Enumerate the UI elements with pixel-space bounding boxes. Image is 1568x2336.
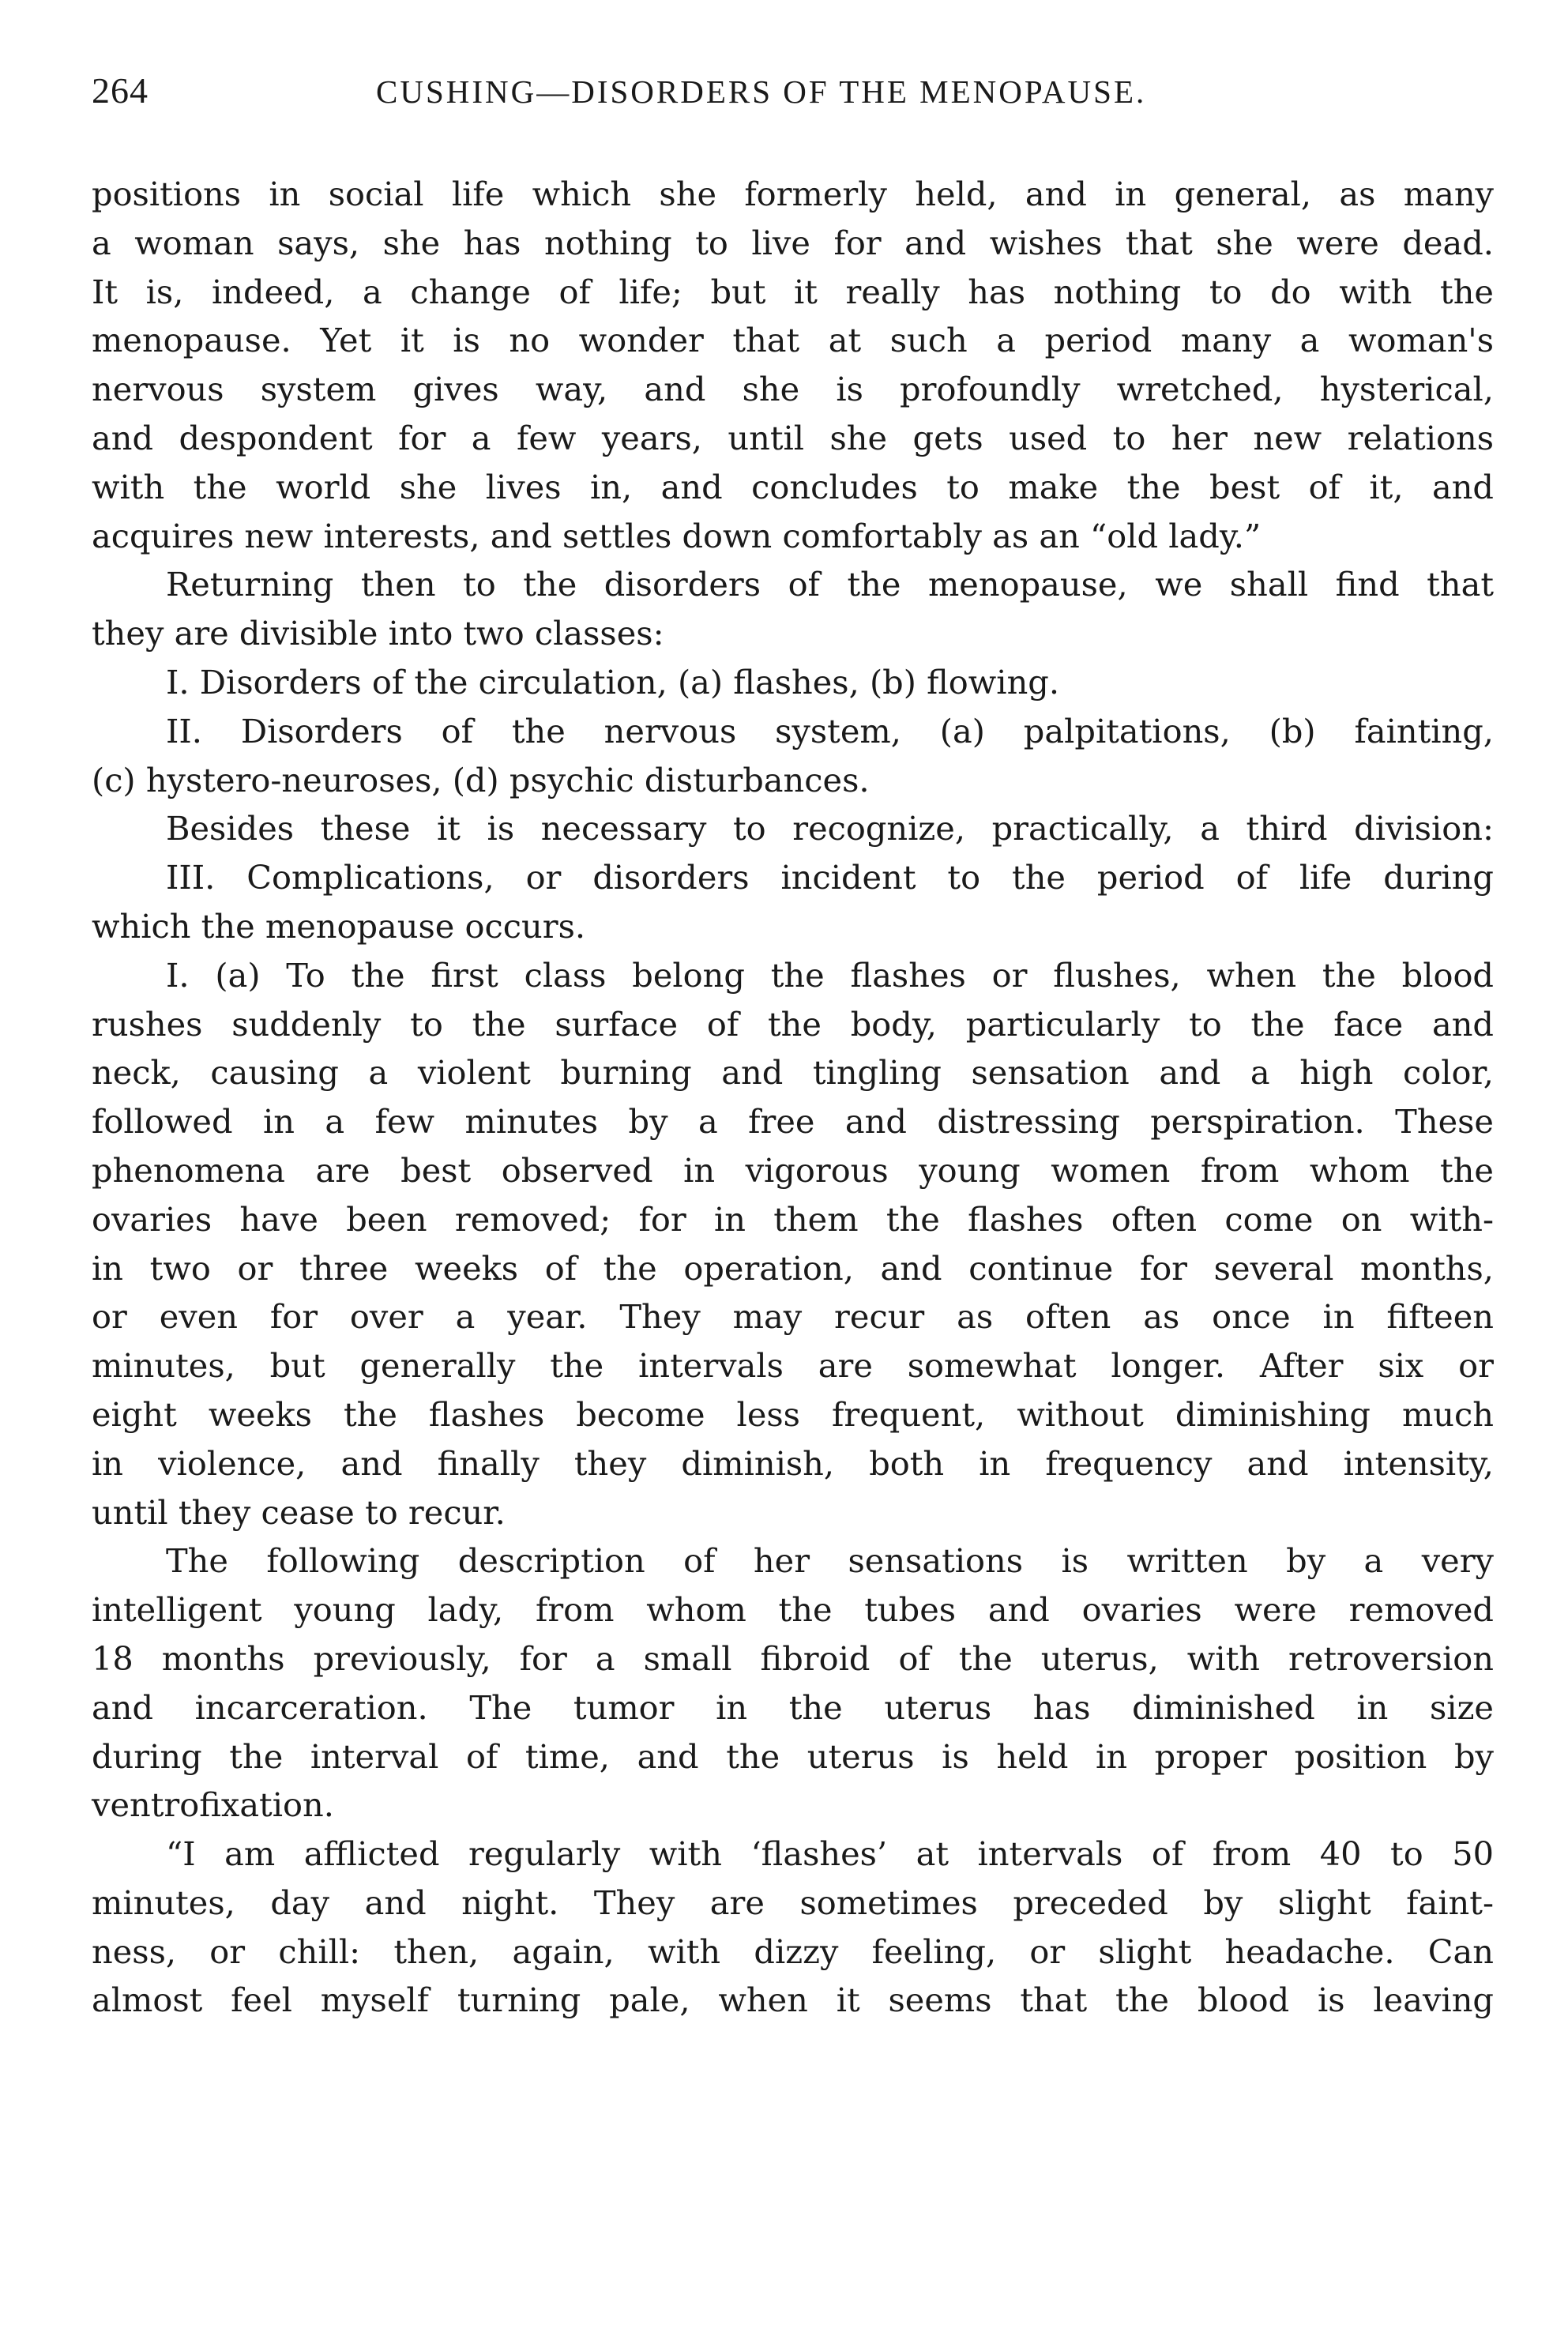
text-line: rushes suddenly to the surface of the body, particularly to the face and: [92, 1004, 1494, 1044]
section-i-a-start: I. (a) To the first class belong the flashes or flushes, when the blood: [166, 955, 1494, 995]
text-line: nervous system gives way, and she is profoundly wretched, hysterical,: [92, 370, 1494, 409]
text-line: in two or three weeks of the operation, and continue for several months,: [92, 1248, 1494, 1288]
text-line: which the menopause occurs.: [92, 906, 586, 946]
text-line: in violence, and finally they diminish, both in frequency and intensity,: [92, 1443, 1494, 1483]
quote-line: minutes, day and night. They are sometimes preceded by slight faint-: [92, 1883, 1494, 1922]
text-line: a woman says, she has nothing to live for and wishes that she were dead.: [92, 223, 1494, 262]
text-line: eight weeks the flashes become less frequent, without diminishing much: [92, 1394, 1494, 1434]
text-line: The following description of her sensations is written by a very: [166, 1541, 1494, 1581]
text-line: and incarceration. The tumor in the uterus has diminished in size: [92, 1687, 1494, 1727]
running-title: CUSHING—DISORDERS OF THE MENOPAUSE.: [376, 73, 1147, 110]
text-line: during the interval of time, and the uterus is held in proper position by: [92, 1736, 1494, 1776]
class-item-iii: III. Complications, or disorders incident to the period of life during: [166, 858, 1494, 897]
text-line: until they cease to recur.: [92, 1492, 506, 1532]
class-item-i: I. Disorders of the circulation, (a) flashes, (b) flowing.: [166, 662, 1060, 702]
text-line: (c) hystero-neuroses, (d) psychic disturbances.: [92, 760, 870, 799]
text-line: intelligent young lady, from whom the tubes and ovaries were removed: [92, 1590, 1494, 1630]
text-line: 18 months previously, for a small fibroid of the uterus, with retroversion: [92, 1638, 1494, 1678]
text-line: or even for over a year. They may recur as often as once in fifteen: [92, 1297, 1494, 1337]
text-line: menopause. Yet it is no wonder that at such a period many a woman's: [92, 321, 1494, 360]
text-line: ventrofixation.: [92, 1785, 334, 1825]
text-line: followed in a few minutes by a free and distressing perspiration. These: [92, 1102, 1494, 1142]
quote-line: “I am afflicted regularly with ‘flashes’ at intervals of from 40 to 50: [166, 1834, 1494, 1874]
text-line: with the world she lives in, and concludes to make the best of it, and: [92, 467, 1494, 506]
class-item-ii: II. Disorders of the nervous system, (a) palpitations, (b) fainting,: [166, 711, 1494, 750]
page-header: [92, 70, 1482, 117]
text-line: they are divisible into two classes:: [92, 614, 664, 653]
text-line: and despondent for a few years, until she gets used to her new relations: [92, 418, 1494, 457]
text-line: It is, indeed, a change of life; but it really has nothing to do with the: [92, 272, 1494, 311]
text-line: Besides these it is necessary to recognize, practically, a third division:: [166, 809, 1494, 848]
text-line: neck, causing a violent burning and tingling sensation and a high color,: [92, 1053, 1494, 1093]
text-line: acquires new interests, and settles down comfortably as an “old lady.”: [92, 516, 1262, 555]
page-body: [92, 170, 1494, 2025]
page-number: 264: [92, 70, 149, 111]
text-line: phenomena are best observed in vigorous young women from whom the: [92, 1150, 1494, 1190]
text-line: minutes, but generally the intervals are somewhat longer. After six or: [92, 1346, 1494, 1386]
quote-line: almost feel myself turning pale, when it seems that the blood is leaving: [92, 1981, 1494, 2020]
text-line: Returning then to the disorders of the menopause, we shall find that: [166, 565, 1494, 604]
quote-line: ness, or chill: then, again, with dizzy feeling, or slight headache. Can: [92, 1932, 1494, 1971]
text-line: ovaries have been removed; for in them the flashes often come on with-: [92, 1199, 1494, 1239]
text-line: positions in social life which she formerly held, and in general, as many: [92, 175, 1494, 213]
